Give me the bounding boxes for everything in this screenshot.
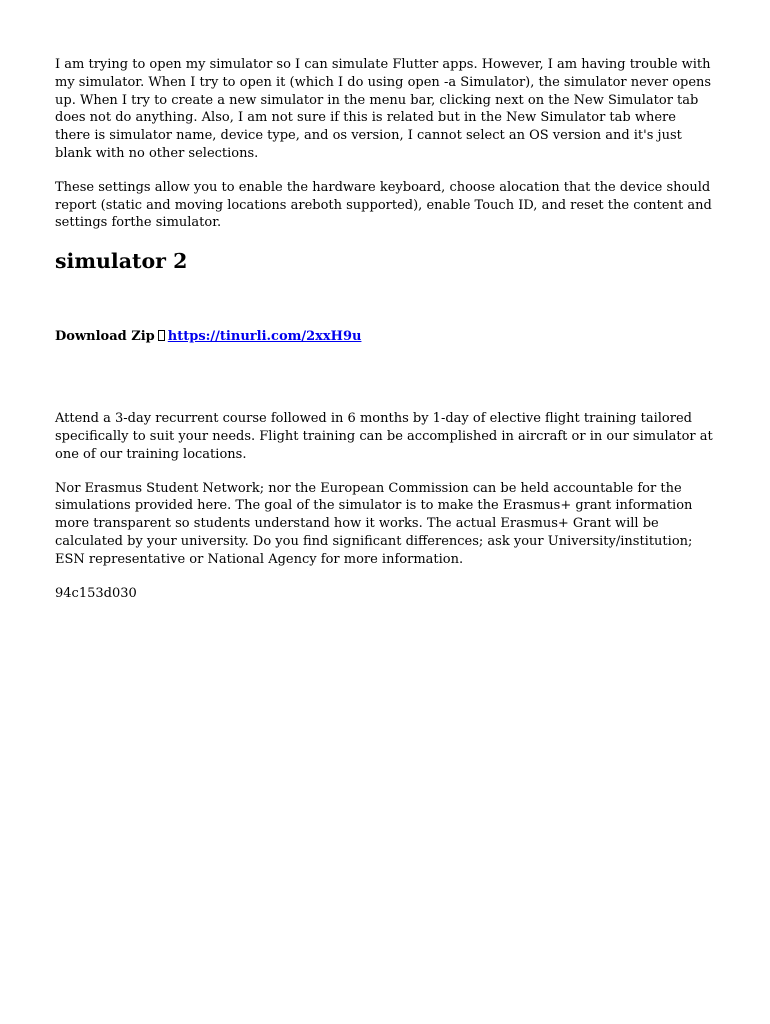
paragraph-flight-training: Attend a 3-day recurrent course followed in 6 months by 1-day of elective flight training tailored specifically to suit your needs. Flight training can be accomplished in aircraft or in our simulator at one of our training locations. (55, 411, 713, 462)
document-body (55, 56, 715, 602)
download-label: Download Zip (55, 329, 155, 345)
missing-glyph-icon (158, 330, 165, 341)
download-link[interactable]: https://tinurli.com/2xxH9u (167, 329, 362, 345)
paragraph-settings: These settings allow you to enable the hardware keyboard, choose alocation that the device should report (static and moving locations areboth supported), enable Touch ID, and reset the content and settings forthe simulator. (55, 179, 712, 231)
paragraph-erasmus: Nor Erasmus Student Network; nor the European Commission can be held accountable for the simulations provided here. The goal of the simulator is to make the Erasmus+ grant information more transparent so students understand how it works. The actual Erasmus+ Grant will be calculated by your university. Do you find significant differences; ask your University/institution; ESN representative or National Agency for more information. (55, 480, 693, 567)
download-line (55, 328, 715, 346)
footer-code: 94c153d030 (55, 585, 137, 601)
page-heading: simulator 2 (55, 249, 188, 274)
paragraph-simulator-trouble: I am trying to open my simulator so I can simulate Flutter apps. However, I am having trouble with my simulator. When I try to open it (which I do using open -a Simulator), the simulator never opens up. When I try to create a new simulator in the menu bar, clicking next on the New Simulator tab does not do anything. Also, I am not sure if this is related but in the New Simulator tab where there is simulator name, device type, and os version, I cannot select an OS version and it's just blank with no other selections. (55, 57, 712, 161)
